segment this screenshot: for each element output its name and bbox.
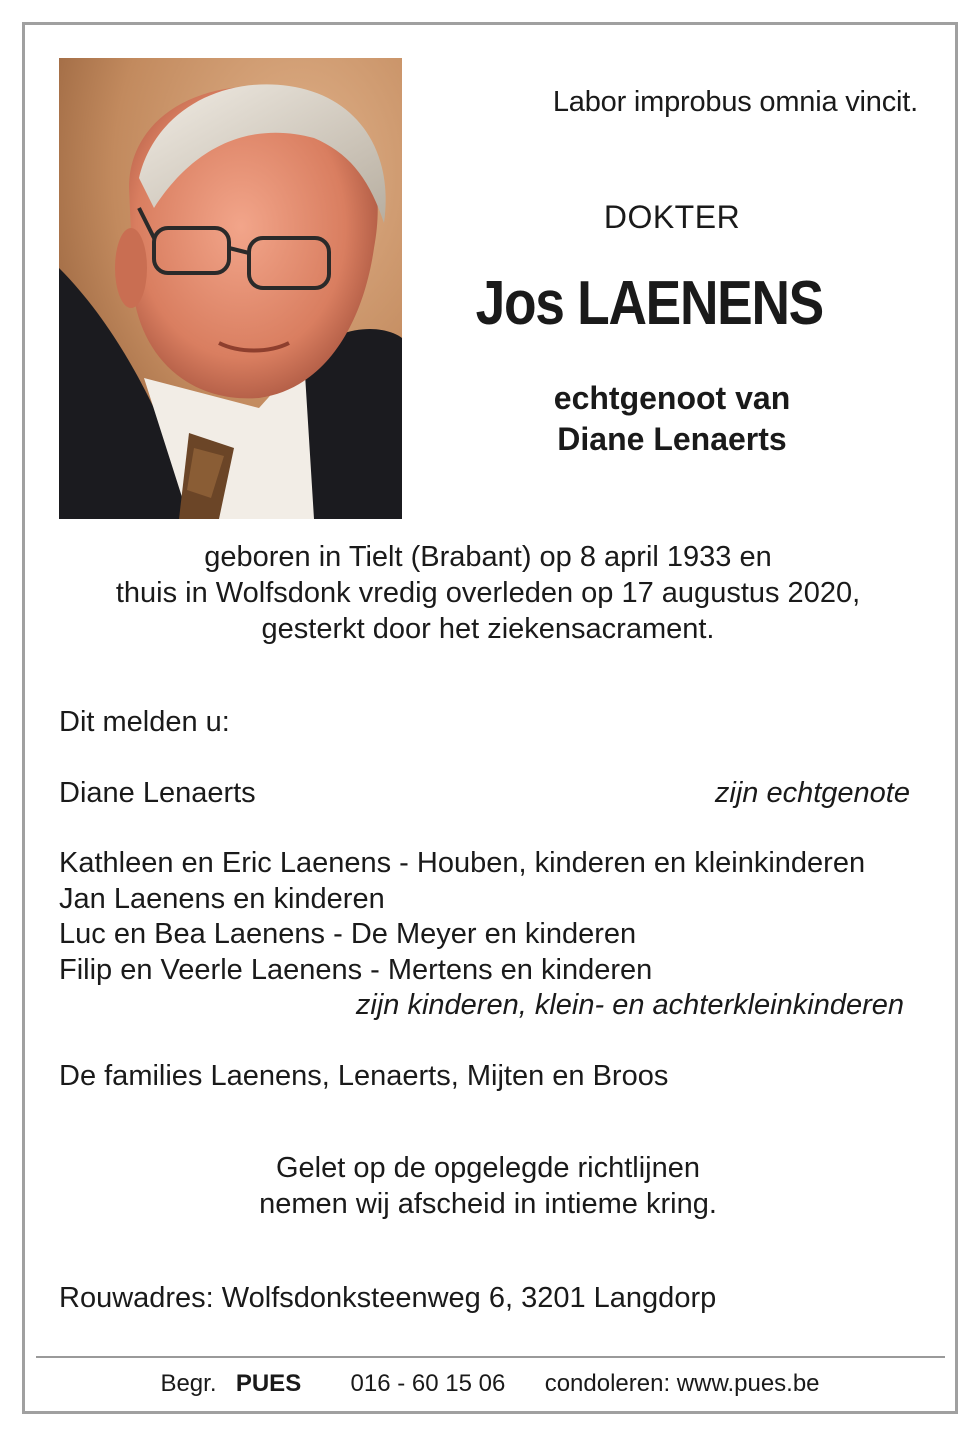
mourner-spouse-name: Diane Lenaerts: [59, 777, 256, 809]
farewell-note: [40, 1150, 936, 1222]
death-line: thuis in Wolfsdonk vredig overleden op 17 augustus 2020,: [115, 577, 861, 609]
phone-number: 016 - 60 15 06: [350, 1370, 506, 1397]
list-item: Filip en Veerle Laenens - Mertens en kinderen: [59, 953, 653, 986]
sacrament-line: gesterkt door het ziekensacrament.: [261, 613, 715, 645]
families-line: De families Laenens, Lenaerts, Mijten en Broos: [59, 1060, 669, 1092]
motto: Labor improbus omnia vincit.: [552, 86, 918, 118]
funeral-company: PUES: [235, 1370, 302, 1397]
mourning-address: Rouwadres: Wolfsdonksteenweg 6, 3201 Langdorp: [59, 1282, 717, 1314]
deceased-name: Jos LAENENS: [475, 269, 823, 338]
birth-death-details: [40, 539, 936, 647]
list-item: Kathleen en Eric Laenens - Houben, kinderen en kleinkinderen: [59, 847, 866, 879]
portrait-photo: [59, 58, 402, 519]
children-role: zijn kinderen, klein- en achterkleinkinderen: [355, 989, 904, 1021]
announcement-intro: Dit melden u:: [59, 706, 230, 738]
children-list: [59, 846, 865, 988]
footer-divider: [36, 1356, 945, 1358]
mourner-spouse-role: zijn echtgenote: [714, 777, 910, 809]
condolence-link[interactable]: condoleren: www.pues.be: [544, 1370, 820, 1397]
spouse-name: Diane Lenaerts: [557, 421, 787, 457]
deceased-title: DOKTER: [603, 199, 741, 235]
footer-prefix: Begr.: [160, 1370, 217, 1397]
list-item: Luc en Bea Laenens - De Meyer en kinderen: [59, 918, 637, 950]
list-item: Jan Laenens en kinderen: [59, 882, 385, 915]
farewell-line: nemen wij afscheid in intieme kring.: [259, 1188, 717, 1220]
farewell-line: Gelet op de opgelegde richtlijnen: [275, 1152, 701, 1184]
birth-line: geboren in Tielt (Brabant) op 8 april 1933 en: [204, 541, 772, 573]
footer: [0, 1370, 980, 1398]
spouse-relation: echtgenoot van: [553, 380, 791, 416]
